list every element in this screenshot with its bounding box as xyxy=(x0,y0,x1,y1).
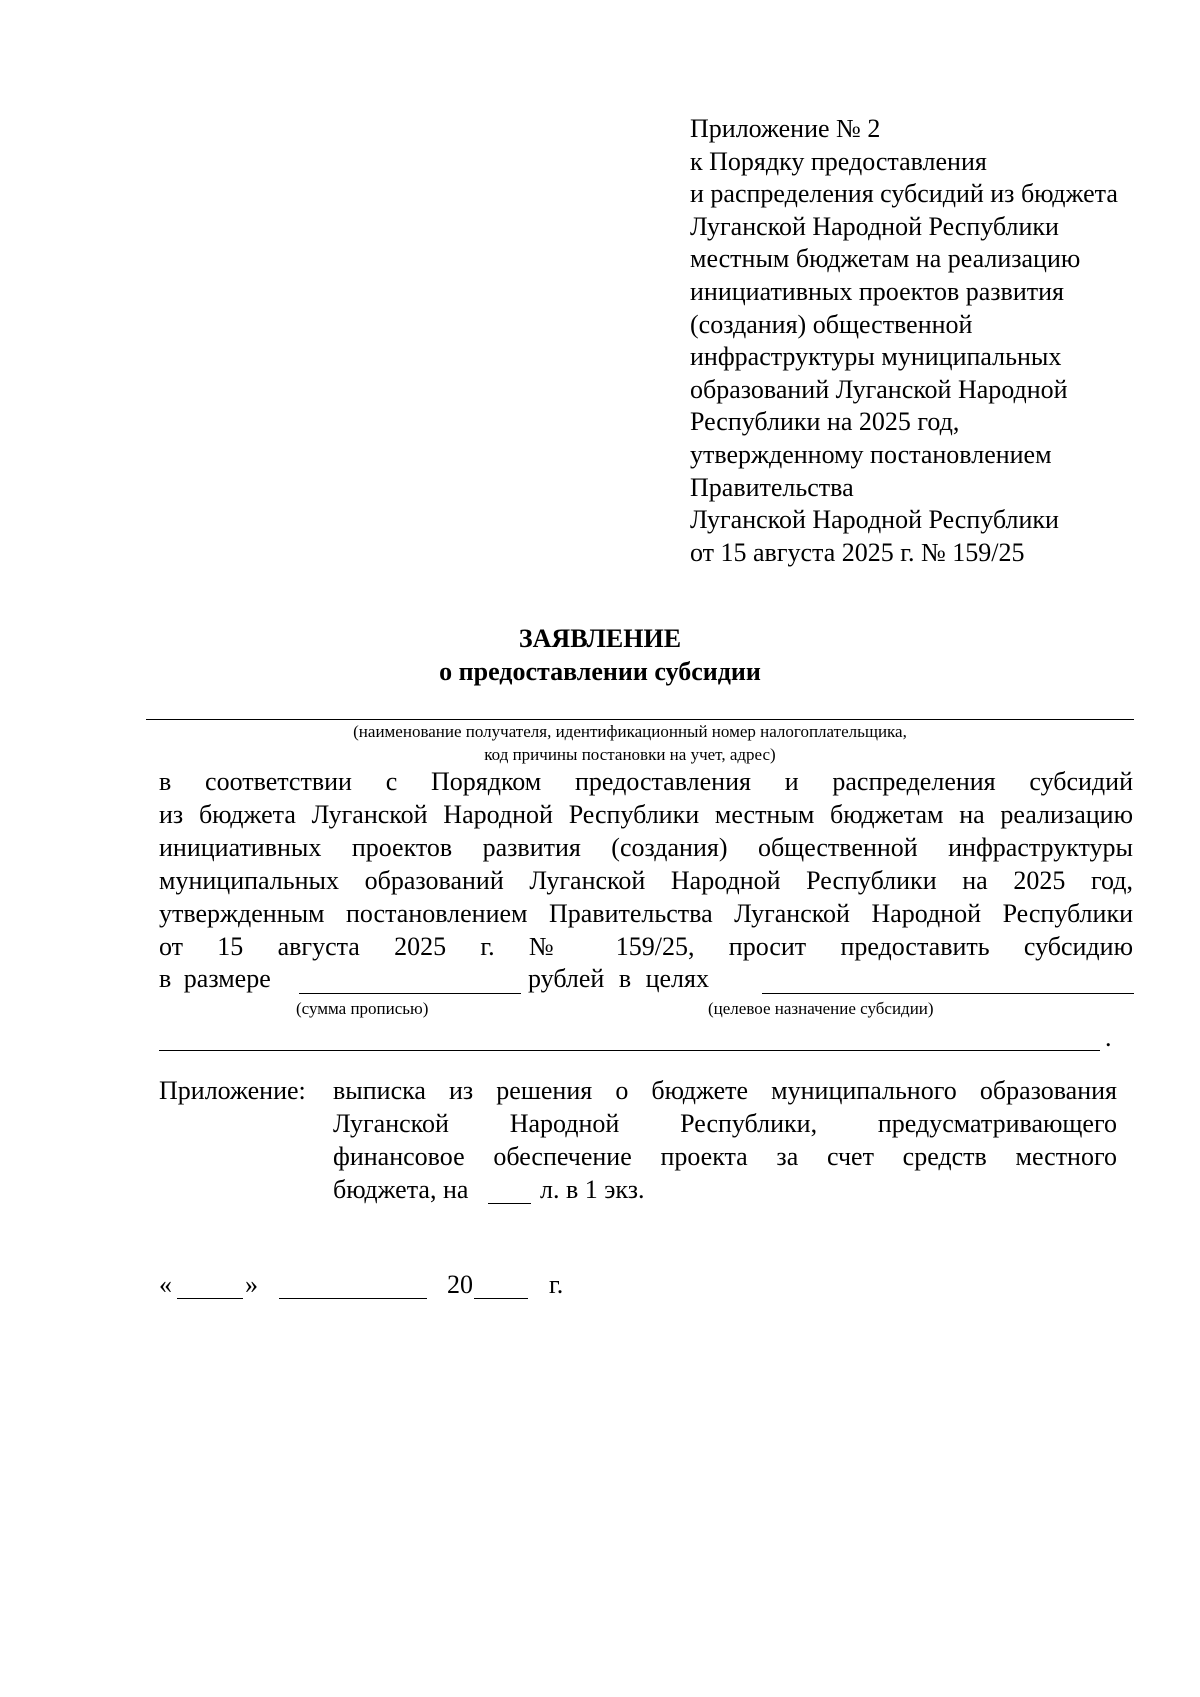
document-title: ЗАЯВЛЕНИЕ xyxy=(518,624,682,653)
day-fill-line[interactable] xyxy=(177,1298,243,1299)
document-subtitle: о предоставлении субсидии xyxy=(439,657,761,686)
date-close-quote: » xyxy=(245,1270,258,1299)
attachment-line: Луганской Народной Республики, предусматривающего xyxy=(333,1109,1117,1138)
date-open-quote: « xyxy=(159,1270,172,1299)
appendix-line: Луганской Народной Республики xyxy=(690,505,1059,535)
attachment-label: Приложение: xyxy=(159,1076,306,1105)
appendix-line: Республики на 2025 год, xyxy=(690,407,960,437)
appendix-line: и распределения субсидий из бюджета xyxy=(690,179,1118,209)
appendix-line: (создания) общественной xyxy=(690,309,973,339)
appendix-line: Приложение № 2 xyxy=(690,114,881,143)
amount-fill-line[interactable] xyxy=(299,993,521,994)
month-fill-line[interactable] xyxy=(279,1298,427,1299)
body-line: в соответствии с Порядком предоставления и распределения субсидий xyxy=(159,767,1133,796)
pages-fill-line[interactable] xyxy=(488,1203,531,1204)
appendix-line: инфраструктуры муниципальных xyxy=(690,342,1062,372)
appendix-line: утвержденному постановлением xyxy=(690,439,1052,469)
appendix-header xyxy=(690,113,1170,569)
purpose-caption: (целевое назначение субсидии) xyxy=(708,999,934,1018)
rubles-label: рублей в целях xyxy=(528,964,709,993)
attachment-line: выписка из решения о бюджете муниципального образования xyxy=(333,1076,1117,1105)
recipient-caption-line2: код причины постановки на учет, адрес) xyxy=(484,745,776,764)
purpose-fill-line[interactable] xyxy=(762,993,1134,994)
body-line: инициативных проектов развития (создания) общественной инфраструктуры xyxy=(159,833,1133,862)
attachment-line: финансовое обеспечение проекта за счет средств местного xyxy=(333,1142,1117,1171)
body-line: муниципальных образований Луганской Народной Республики на 2025 год, xyxy=(159,866,1133,895)
appendix-line: местным бюджетам на реализацию xyxy=(690,244,1081,274)
date-year-prefix: 20 xyxy=(447,1270,473,1299)
body-paragraph xyxy=(159,765,1133,963)
body-line: утвержденным постановлением Правительства Луганской Народной Республики xyxy=(159,899,1133,928)
attachment-last-start: бюджета, на xyxy=(333,1175,469,1204)
appendix-line: образований Луганской Народной xyxy=(690,374,1068,404)
attachment-text xyxy=(333,1074,1117,1173)
size-label: в размере xyxy=(159,964,271,993)
recipient-fill-line[interactable] xyxy=(146,719,1134,720)
recipient-caption-line1: (наименование получателя, идентификационный номер налогоплательщика, xyxy=(353,722,907,741)
appendix-line: от 15 августа 2025 г. № 159/25 xyxy=(690,537,1025,567)
body-line: из бюджета Луганской Народной Республики местным бюджетам на реализацию xyxy=(159,800,1133,829)
body-line: от 15 августа 2025 г. № 159/25, просит предоставить субсидию xyxy=(159,932,1133,961)
appendix-line: инициативных проектов развития xyxy=(690,276,1064,306)
purpose-end-period: . xyxy=(1105,1023,1112,1052)
appendix-line: Луганской Народной Республики xyxy=(690,211,1059,241)
appendix-line: к Порядку предоставления xyxy=(690,146,987,176)
year-fill-line[interactable] xyxy=(474,1298,528,1299)
appendix-line: Правительства xyxy=(690,472,854,502)
amount-caption: (сумма прописью) xyxy=(296,999,429,1018)
date-year-suffix: г. xyxy=(549,1270,564,1299)
purpose-fill-line-2[interactable] xyxy=(159,1050,1100,1051)
attachment-last-end: л. в 1 экз. xyxy=(540,1175,645,1204)
